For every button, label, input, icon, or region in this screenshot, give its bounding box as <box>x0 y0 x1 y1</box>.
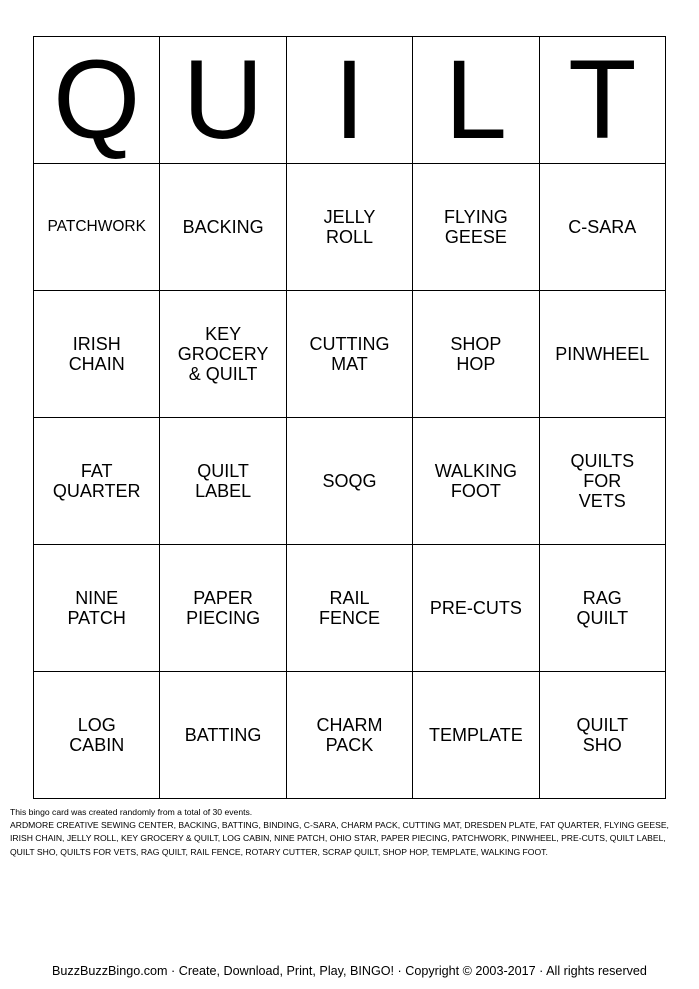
card-footnote <box>10 806 690 859</box>
bingo-cell: SHOP HOP <box>413 291 539 418</box>
bingo-cell: BATTING <box>160 672 286 799</box>
header-letter-q: Q <box>34 37 160 164</box>
bingo-cell: LOG CABIN <box>34 672 160 799</box>
header-letter-u: U <box>160 37 286 164</box>
bingo-cell: QUILTS FOR VETS <box>539 418 665 545</box>
bingo-cell: WALKING FOOT <box>413 418 539 545</box>
bingo-cell: FAT QUARTER <box>34 418 160 545</box>
bingo-cell: TEMPLATE <box>413 672 539 799</box>
bingo-cell: CHARM PACK <box>286 672 412 799</box>
bingo-cell: IRISH CHAIN <box>34 291 160 418</box>
bingo-row <box>34 545 666 672</box>
bingo-card <box>33 36 666 799</box>
bingo-cell: RAIL FENCE <box>286 545 412 672</box>
header-letter-i: I <box>286 37 412 164</box>
bingo-cell: C-SARA <box>539 164 665 291</box>
bingo-row <box>34 672 666 799</box>
bingo-cell: NINE PATCH <box>34 545 160 672</box>
bingo-header-row <box>34 37 666 164</box>
bingo-cell: FLYING GEESE <box>413 164 539 291</box>
bingo-cell: PRE-CUTS <box>413 545 539 672</box>
bingo-cell: KEY GROCERY & QUILT <box>160 291 286 418</box>
bingo-cell: QUILT LABEL <box>160 418 286 545</box>
bingo-cell: SOQG <box>286 418 412 545</box>
bingo-row <box>34 418 666 545</box>
bingo-cell: BACKING <box>160 164 286 291</box>
footnote-summary: This bingo card was created randomly from a total of 30 events. <box>10 807 253 817</box>
bingo-row <box>34 291 666 418</box>
footnote-event-list: ARDMORE CREATIVE SEWING CENTER, BACKING, BATTING, BINDING, C-SARA, CHARM PACK, CUTTING MAT, DRESDEN PLATE, FAT QUARTER, FLYING GEESE, IRISH CHAIN, JELLY ROLL, KEY GROCERY & QUILT, LOG CABIN, NINE PATCH, OHIO STAR, PAPER PIECING, PATCHWORK, PINWHEEL, PRE-CUTS, QUILT LABEL, QUILT SHO, QUILTS FOR VETS, RAG QUILT, RAIL FENCE, ROTARY CUTTER, SCRAP QUILT, SHOP HOP, TEMPLATE, WALKING FOOT. <box>10 820 669 857</box>
bingo-cell: RAG QUILT <box>539 545 665 672</box>
header-letter-l: L <box>413 37 539 164</box>
bingo-cell: PATCHWORK <box>34 164 160 291</box>
bingo-cell: QUILT SHO <box>539 672 665 799</box>
bingo-cell: PAPER PIECING <box>160 545 286 672</box>
bingo-row <box>34 164 666 291</box>
bingo-cell: JELLY ROLL <box>286 164 412 291</box>
bingo-cell: PINWHEEL <box>539 291 665 418</box>
page-footer: BuzzBuzzBingo.com · Create, Download, Print, Play, BINGO! · Copyright © 2003-2017 · All rights reserved <box>52 964 647 978</box>
header-letter-t: T <box>539 37 665 164</box>
bingo-cell: CUTTING MAT <box>286 291 412 418</box>
